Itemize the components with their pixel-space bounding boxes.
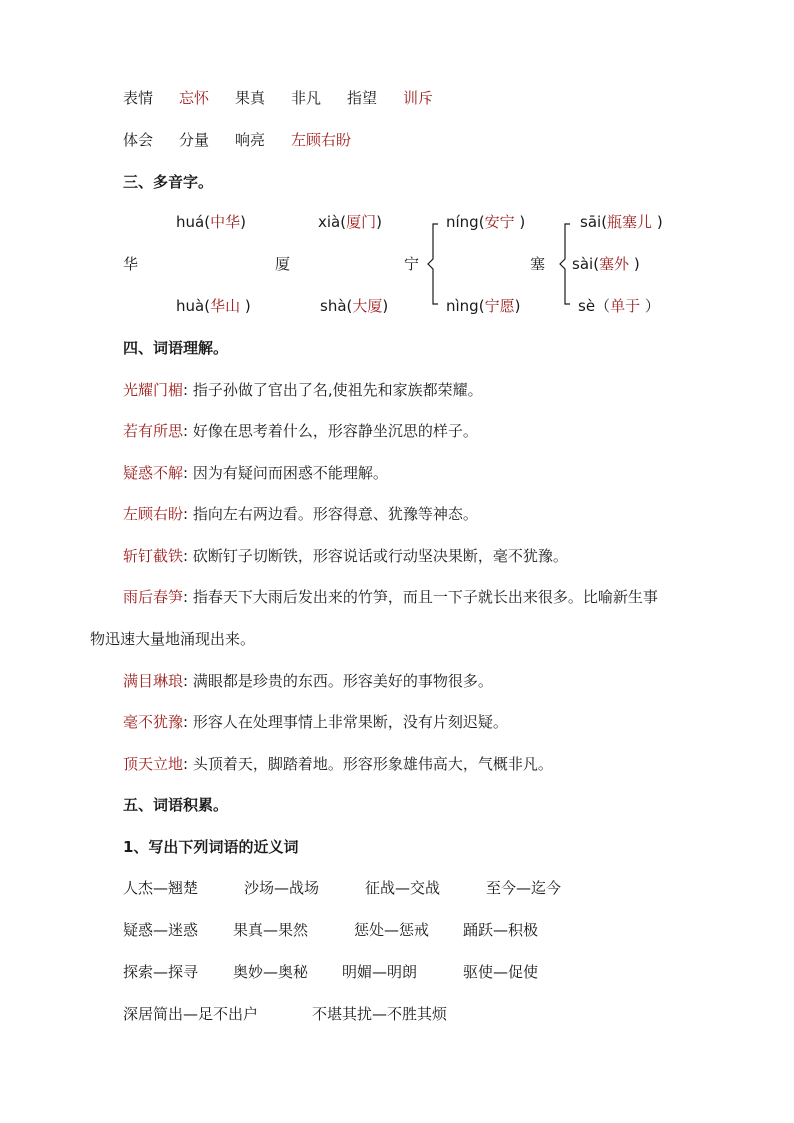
pinyin: huà (176, 297, 205, 315)
word: 左顾右盼 (291, 131, 352, 149)
synonym-pair: 沙场—战场 (244, 879, 320, 897)
word: 响亮 (235, 131, 266, 149)
section-title: 五、词语积累。 (123, 796, 229, 814)
definition: 毫不犹豫: 形容人在处理事情上非常果断，没有片刻迟疑。 (123, 713, 508, 731)
def-term: 斩钉截铁 (123, 547, 184, 565)
def-text: 形容人在处理事情上非常果断，没有片刻迟疑。 (192, 713, 508, 731)
def-text: 砍断钉子切断铁，形容说话或行动坚决果断，毫不犹豫。 (192, 547, 568, 565)
section-title: 三、多音字。 (123, 173, 214, 191)
poly-char: 塞 (530, 255, 546, 273)
definition: 光耀门楣: 指子孙做了官出了名,使祖先和家族都荣耀。 (123, 381, 483, 399)
poly-bottom: sè（单于 ） (578, 297, 660, 315)
poly-char: 宁 (404, 255, 420, 273)
word: 训斥 (403, 89, 434, 107)
poly-word: 华山 (210, 297, 241, 315)
synonym-pair: 惩处—惩戒 (354, 921, 430, 939)
poly-char: 厦 (275, 255, 291, 273)
poly-word: 中华 (210, 213, 241, 231)
poly-top: huá(中华) (176, 213, 246, 231)
poly-word: 安宁 (484, 213, 515, 231)
definition: 斩钉截铁: 砍断钉子切断铁，形容说话或行动坚决果断，毫不犹豫。 (123, 547, 568, 565)
def-term: 光耀门楣 (123, 381, 184, 399)
synonym-pair: 探索—探寻 (123, 963, 199, 981)
synonym-pair: 人杰—翘楚 (123, 879, 199, 897)
def-term: 雨后春笋 (123, 588, 184, 606)
def-term: 疑惑不解 (123, 464, 184, 482)
def-text: 头顶着天，脚踏着地。形容形象雄伟高大，气概非凡。 (192, 755, 553, 773)
subsection-title: 1、写出下列词语的近义词 (123, 838, 299, 856)
definition: 疑惑不解: 因为有疑问而困惑不能理解。 (123, 464, 388, 482)
def-text: 指向左右两边看。形容得意、犹豫等神态。 (192, 505, 478, 523)
synonym-pair: 至今—迄今 (486, 879, 562, 897)
synonym-pair: 踊跃—积极 (463, 921, 539, 939)
word: 分量 (179, 131, 210, 149)
definition: 若有所思: 好像在思考着什么，形容静坐沉思的样子。 (123, 422, 478, 440)
poly-word: 大厦 (352, 297, 383, 315)
def-continuation: 物迅速大量地涌现出来。 (90, 630, 256, 648)
def-text: 因为有疑问而困惑不能理解。 (192, 464, 388, 482)
definition: 满目琳琅: 满眼都是珍贵的东西。形容美好的事物很多。 (123, 672, 493, 690)
synonym-pair: 不堪其扰—不胜其烦 (312, 1005, 448, 1023)
synonym-pair: 驱使—促使 (463, 963, 539, 981)
poly-word: 厦门 (346, 213, 377, 231)
poly-top: sāi(瓶塞儿 ) (580, 213, 663, 231)
definition: 雨后春笋: 指春天下大雨后发出来的竹笋，而且一下子就长出来很多。比喻新生事 (123, 588, 658, 606)
poly-mid: sài(塞外 ) (572, 255, 640, 273)
word: 指望 (347, 89, 378, 107)
poly-word: 单于 (610, 297, 641, 315)
pinyin: nìng (446, 297, 479, 315)
synonym-pair: 征战—交战 (365, 879, 441, 897)
poly-char: 华 (123, 255, 139, 273)
word: 忘怀 (179, 89, 210, 107)
def-text: 指子孙做了官出了名,使祖先和家族都荣耀。 (192, 381, 483, 399)
synonym-pair: 果真—果然 (233, 921, 309, 939)
poly-word: 塞外 (599, 255, 630, 273)
pinyin: níng (446, 213, 479, 231)
pinyin: sāi (580, 213, 602, 231)
word: 果真 (235, 89, 266, 107)
poly-top: xià(厦门) (318, 213, 382, 231)
def-term: 毫不犹豫 (123, 713, 184, 731)
poly-bottom: nìng(宁愿) (446, 297, 521, 315)
poly-bottom: huà(华山 ) (176, 297, 251, 315)
poly-word: 瓶塞儿 (607, 213, 653, 231)
pinyin: shà (320, 297, 347, 315)
pinyin: xià (318, 213, 341, 231)
pinyin: huá (176, 213, 205, 231)
poly-bottom: shà(大厦) (320, 297, 389, 315)
pinyin: sè (578, 297, 596, 315)
def-text: 满眼都是珍贵的东西。形容美好的事物很多。 (192, 672, 493, 690)
section-title: 四、词语理解。 (123, 339, 229, 357)
word: 体会 (123, 131, 154, 149)
synonym-pair: 明媚—明朗 (342, 963, 418, 981)
def-text: 好像在思考着什么，形容静坐沉思的样子。 (192, 422, 478, 440)
word: 非凡 (291, 89, 322, 107)
pinyin: sài (572, 255, 594, 273)
brace-icon (424, 222, 444, 306)
def-term: 满目琳琅 (123, 672, 184, 690)
poly-word: 宁愿 (484, 297, 515, 315)
synonym-pair: 奥妙—奥秘 (233, 963, 309, 981)
synonym-pair: 深居简出—足不出户 (123, 1005, 259, 1023)
synonym-pair: 疑惑—迷惑 (123, 921, 199, 939)
definition: 左顾右盼: 指向左右两边看。形容得意、犹豫等神态。 (123, 505, 478, 523)
def-term: 左顾右盼 (123, 505, 184, 523)
poly-top: níng(安宁 ) (446, 213, 526, 231)
word: 表情 (123, 89, 154, 107)
def-term: 顶天立地 (123, 755, 184, 773)
def-text: 指春天下大雨后发出来的竹笋，而且一下子就长出来很多。比喻新生事 (192, 588, 658, 606)
definition: 顶天立地: 头顶着天，脚踏着地。形容形象雄伟高大，气概非凡。 (123, 755, 553, 773)
def-term: 若有所思 (123, 422, 184, 440)
